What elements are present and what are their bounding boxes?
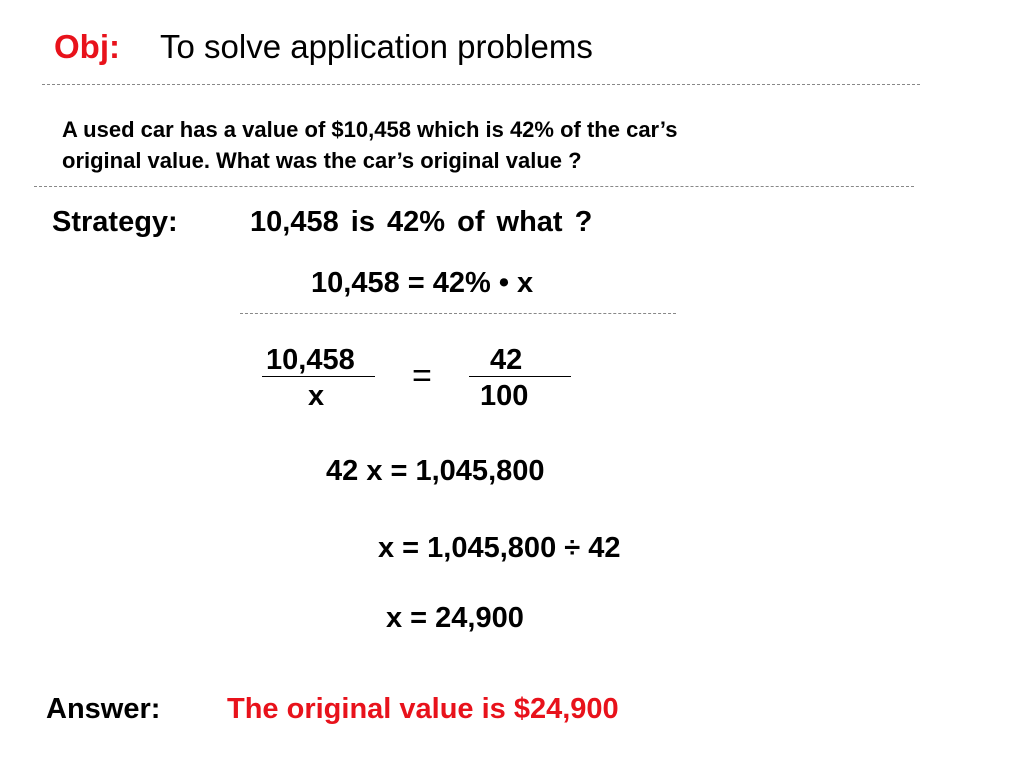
objective-label: Obj: xyxy=(54,28,120,65)
proportion-left-fraction-bar xyxy=(262,376,375,377)
proportion-right-fraction-bar xyxy=(469,376,571,377)
objective-text: To solve application problems xyxy=(160,28,593,65)
problem-line-2: original value. What was the car’s original value ? xyxy=(62,148,582,173)
answer-label: Answer: xyxy=(46,693,161,725)
proportion-right-numerator: 42 xyxy=(490,344,523,376)
problem-line-1: A used car has a value of $10,458 which is 42% of the car’s xyxy=(62,117,678,142)
proportion-right-denominator: 100 xyxy=(480,380,529,412)
strategy-label: Strategy: xyxy=(52,206,178,238)
step-result: x = 24,900 xyxy=(386,602,524,634)
proportion-left-numerator: 10,458 xyxy=(266,344,355,376)
divider-problem xyxy=(34,186,914,187)
divider-equation xyxy=(240,313,676,314)
strategy-text: 10,458 is 42% of what ? xyxy=(250,206,593,238)
proportion-left-denominator: x xyxy=(308,380,325,412)
proportion-equals: = xyxy=(412,357,432,395)
step-divide: x = 1,045,800 ÷ 42 xyxy=(378,532,621,564)
equation: 10,458 = 42% • x xyxy=(311,267,534,299)
answer-text: The original value is $24,900 xyxy=(227,693,619,725)
step-cross-multiply: 42 x = 1,045,800 xyxy=(326,455,545,487)
divider-top xyxy=(42,84,920,85)
